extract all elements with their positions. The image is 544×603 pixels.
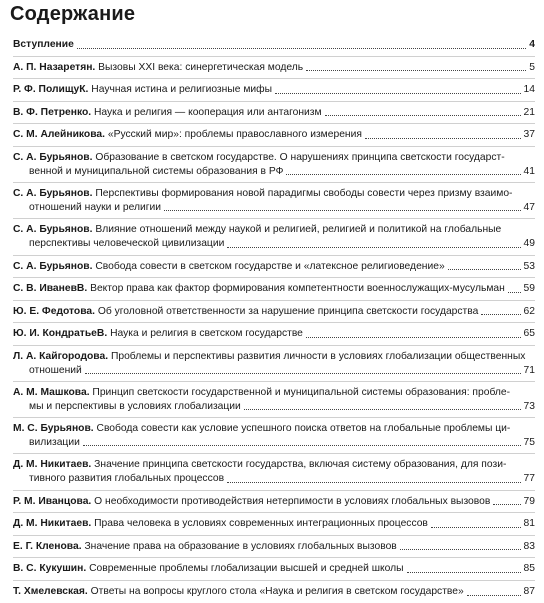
- toc-title: Значение права на образование в условиях глобальных вызовов: [81, 540, 397, 552]
- divider: [13, 535, 535, 536]
- divider: [13, 255, 535, 256]
- toc-entry[interactable]: [13, 422, 535, 449]
- toc-author: Р. М. Иванцова.: [13, 495, 92, 507]
- dot-leader: [448, 269, 521, 270]
- toc-page-number: 71: [523, 364, 535, 376]
- toc-page-number: 5: [529, 61, 535, 73]
- toc-entry[interactable]: [13, 495, 535, 509]
- divider: [13, 381, 535, 382]
- dot-leader: [286, 174, 520, 175]
- divider: [13, 512, 535, 513]
- toc-entry[interactable]: [13, 327, 535, 341]
- toc-title: Вектор права как фактор формирования компетентности военнослужащих-мусульман: [87, 283, 505, 295]
- toc-page-number: 4: [529, 39, 535, 50]
- dot-leader: [306, 70, 526, 71]
- toc-title-continuation: мы и перспективы в условиях глобализации: [29, 400, 241, 412]
- toc-title-continuation: тивного развития глобальных процессов: [29, 473, 225, 485]
- toc-title: Образование в светском государстве. О нарушениях принципа светскости государст-: [92, 151, 505, 163]
- toc-entry[interactable]: [13, 458, 535, 485]
- divider: [13, 78, 535, 79]
- dot-leader: [83, 445, 521, 446]
- toc-title-continuation: вилизации: [29, 436, 80, 448]
- table-of-contents: [13, 38, 535, 603]
- toc-page-number: 49: [523, 237, 535, 249]
- toc-title: Ответы на вопросы круглого стола «Наука и религия в светском государстве»: [87, 586, 464, 598]
- toc-title-continuation: венной и муниципальной системы образования в РФ: [29, 165, 284, 177]
- divider: [13, 557, 535, 558]
- dot-leader: [407, 572, 521, 573]
- dot-leader: [400, 549, 521, 550]
- toc-author: Т. Хмелевская.: [13, 586, 88, 598]
- divider: [13, 101, 535, 102]
- toc-entry[interactable]: [13, 562, 535, 576]
- toc-entry[interactable]: [13, 282, 535, 296]
- toc-title: Об уголовной ответственности за нарушение принципа светскости государства: [95, 305, 479, 317]
- divider: [13, 146, 535, 147]
- toc-title: Принцип светскости государственной и муниципальной системы образования: пробле-: [89, 387, 511, 399]
- toc-author: Ю. Е. Федотова.: [13, 305, 95, 317]
- toc-entry[interactable]: [13, 223, 535, 250]
- toc-title: Вступление: [13, 39, 74, 50]
- toc-title: Наука и религия в светском государстве: [107, 328, 303, 340]
- toc-author: Д. М. Никитаев.: [13, 459, 92, 471]
- toc-author: С. А. Бурьянов.: [13, 260, 93, 272]
- toc-entry[interactable]: [13, 517, 535, 531]
- page-title: Содержание: [10, 3, 136, 25]
- toc-page-number: 75: [523, 436, 535, 448]
- toc-page-number: 37: [523, 129, 535, 141]
- toc-page-number: 73: [523, 400, 535, 412]
- toc-entry[interactable]: [13, 151, 535, 178]
- divider: [13, 322, 535, 323]
- toc-author: В. Ф. Петренко.: [13, 106, 92, 118]
- toc-entry[interactable]: [13, 187, 535, 214]
- toc-page-number: 21: [523, 106, 535, 118]
- toc-title-continuation: отношений науки и религии: [29, 201, 161, 213]
- toc-author: С. А. Бурьянов.: [13, 224, 93, 236]
- toc-entry[interactable]: [13, 585, 535, 599]
- toc-entry[interactable]: [13, 83, 535, 97]
- toc-title-continuation: отношений: [29, 364, 82, 376]
- toc-title: «Русский мир»: проблемы православного измерения: [105, 129, 362, 141]
- divider: [13, 417, 535, 418]
- toc-page-number: 77: [523, 473, 535, 485]
- toc-title: Права человека в условиях современных интеграционных процессов: [91, 518, 428, 530]
- toc-title: Влияние отношений между наукой и религией, религией и политикой на глобальные: [92, 224, 502, 236]
- dot-leader: [164, 210, 521, 211]
- divider: [13, 580, 535, 581]
- toc-title-continuation: перспективы человеческой цивилизации: [29, 237, 225, 249]
- toc-page-number: 65: [523, 328, 535, 340]
- toc-page-number: 85: [523, 563, 535, 575]
- divider: [13, 300, 535, 301]
- toc-author: А. М. Машкова.: [13, 387, 90, 399]
- toc-title: Современные проблемы глобализации высшей и средней школы: [86, 563, 404, 575]
- dot-leader: [481, 314, 520, 315]
- toc-entry[interactable]: [13, 106, 535, 120]
- toc-title: Свобода совести как условие успешного поиска ответов на глобальные проблемы ци-: [93, 423, 511, 435]
- divider: [13, 490, 535, 491]
- toc-page-number: 14: [523, 84, 535, 96]
- dot-leader: [467, 595, 521, 596]
- toc-page-number: 83: [523, 540, 535, 552]
- toc-page-number: 79: [523, 495, 535, 507]
- divider: [13, 56, 535, 57]
- dot-leader: [431, 527, 521, 528]
- toc-page-number: 53: [523, 260, 535, 272]
- toc-author: В. С. Кукушин.: [13, 563, 87, 575]
- divider: [13, 123, 535, 124]
- toc-page-number: 41: [523, 165, 535, 177]
- dot-leader: [77, 48, 526, 49]
- toc-title: Свобода совести в светском государстве и «латексное религиоведение»: [92, 260, 445, 272]
- toc-entry[interactable]: [13, 260, 535, 274]
- toc-title: Вызовы XXI века: синергетическая модель: [95, 61, 304, 73]
- divider: [13, 277, 535, 278]
- dot-leader: [275, 93, 520, 94]
- toc-author: Ю. И. КондратьеВ.: [13, 328, 108, 340]
- toc-page-number: 47: [523, 201, 535, 213]
- dot-leader: [306, 337, 521, 338]
- toc-author: Д. М. Никитаев.: [13, 518, 92, 530]
- toc-page-number: 62: [523, 305, 535, 317]
- toc-title: Значение принципа светскости государства, включая систему образования, для пози-: [91, 459, 507, 471]
- dot-leader: [325, 115, 521, 116]
- toc-title: Наука и религия — кооперация или антагонизм: [91, 106, 322, 118]
- toc-author: С. А. Бурьянов.: [13, 188, 93, 200]
- dot-leader: [244, 409, 521, 410]
- divider: [13, 345, 535, 346]
- toc-entry[interactable]: [13, 386, 535, 413]
- toc-author: Е. Г. Кленова.: [13, 540, 82, 552]
- toc-page-number: 59: [523, 283, 535, 295]
- toc-entry[interactable]: [13, 61, 535, 75]
- toc-author: А. П. Назаретян.: [13, 61, 96, 73]
- toc-title: Научная истина и религиозные мифы: [88, 84, 273, 96]
- toc-page-number: 87: [523, 586, 535, 598]
- toc-entry[interactable]: [13, 128, 535, 142]
- toc-author: М. С. Бурьянов.: [13, 423, 94, 435]
- divider: [13, 218, 535, 219]
- toc-author: С. А. Бурьянов.: [13, 151, 93, 163]
- toc-author: С. М. Алейникова.: [13, 129, 105, 141]
- dot-leader: [227, 247, 520, 248]
- divider: [13, 453, 535, 454]
- toc-entry[interactable]: [13, 350, 535, 377]
- toc-author: Л. А. Кайгородова.: [13, 350, 109, 362]
- toc-author: Р. Ф. ПолищуК.: [13, 84, 89, 96]
- toc-author: С. В. ИваневВ.: [13, 283, 88, 295]
- dot-leader: [227, 482, 520, 483]
- dot-leader: [85, 373, 521, 374]
- dot-leader: [493, 504, 520, 505]
- toc-title: Проблемы и перспективы развития личности в условиях глобализации общественных: [108, 350, 526, 362]
- toc-entry[interactable]: [13, 305, 535, 319]
- toc-title: О необходимости противодействия нетерпимости в условиях глобальных вызовов: [91, 495, 491, 507]
- toc-page-number: 81: [523, 518, 535, 530]
- toc-title: Перспективы формирования новой парадигмы свободы совести через призму взаимо-: [92, 188, 513, 200]
- dot-leader: [365, 138, 521, 139]
- dot-leader: [508, 292, 521, 293]
- toc-entry[interactable]: [13, 38, 535, 52]
- divider: [13, 182, 535, 183]
